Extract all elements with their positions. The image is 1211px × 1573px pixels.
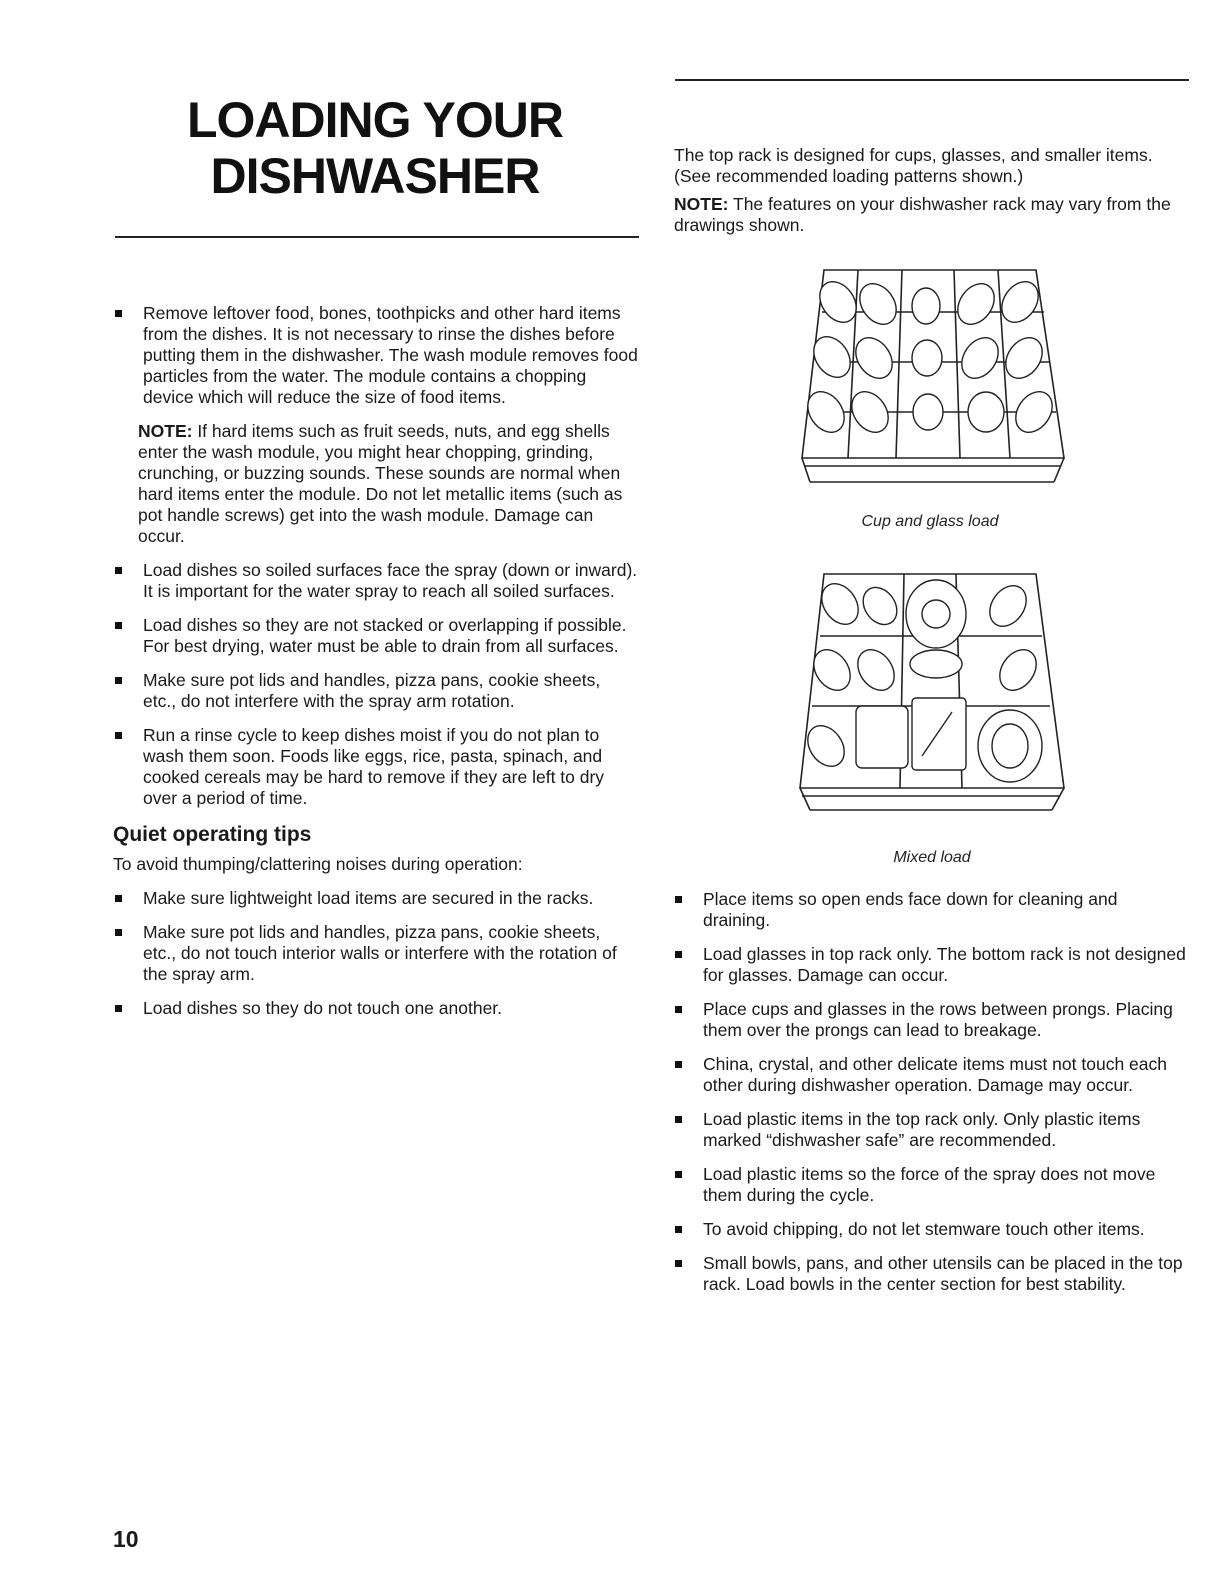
note-text: If hard items such as fruit seeds, nuts, and egg shells enter the wash module, you might hear chopping, grinding, crunching, or buzzing sounds. These sounds are normal when hard items enter the module. Do not let metallic items (such as pot handle screws) get into the wash module. Damage can occur. bbox=[138, 421, 623, 546]
square-bullet-icon bbox=[115, 567, 122, 574]
list-item-text: Place cups and glasses in the rows between prongs. Placing them over the prongs can lead to breakage. bbox=[703, 999, 1173, 1040]
mixed-items bbox=[800, 577, 1043, 782]
wash-module-note bbox=[138, 421, 638, 547]
list-item bbox=[673, 944, 1188, 986]
loading-tips-list-a bbox=[113, 303, 638, 408]
list-item bbox=[673, 1109, 1188, 1151]
square-bullet-icon bbox=[115, 895, 122, 902]
list-item bbox=[113, 670, 638, 712]
title-underline bbox=[115, 236, 639, 238]
list-item bbox=[113, 615, 638, 657]
list-item-text: Load dishes so they are not stacked or overlapping if possible. For best drying, water must be able to drain from all surfaces. bbox=[143, 615, 627, 656]
figure-caption-mixed-load: Mixed load bbox=[893, 849, 971, 866]
top-rack-loading-list bbox=[673, 889, 1188, 1295]
figure-caption-cup-and-glass: Cup and glass load bbox=[861, 513, 999, 530]
square-bullet-icon bbox=[115, 929, 122, 936]
top-rack-intro: The top rack is designed for cups, glasses, and smaller items. (See recommended loading patterns shown.) bbox=[674, 145, 1153, 186]
square-bullet-icon bbox=[115, 677, 122, 684]
rack-features-note bbox=[674, 194, 1189, 235]
square-bullet-icon bbox=[675, 1006, 682, 1013]
note-text: The features on your dishwasher rack may vary from the drawings shown. bbox=[674, 194, 1171, 235]
quiet-operating-intro: To avoid thumping/clattering noises during operation: bbox=[113, 854, 523, 874]
list-item-text: Small bowls, pans, and other utensils can be placed in the top rack. Load bowls in the center section for best stability. bbox=[703, 1253, 1183, 1294]
cups-and-glasses bbox=[800, 275, 1059, 439]
list-item bbox=[113, 560, 638, 602]
square-bullet-icon bbox=[675, 1061, 682, 1068]
right-column-intro bbox=[674, 145, 1189, 243]
list-item-text: Load plastic items so the force of the spray does not move them during the cycle. bbox=[703, 1164, 1156, 1205]
square-bullet-icon bbox=[115, 732, 122, 739]
list-item-text: Load dishes so they do not touch one another. bbox=[143, 998, 503, 1018]
page-title bbox=[140, 92, 610, 204]
list-item-text: Load glasses in top rack only. The bottom rack is not designed for glasses. Damage can occur. bbox=[703, 944, 1186, 985]
list-item bbox=[673, 1253, 1188, 1295]
list-item-text: Load plastic items in the top rack only. Only plastic items marked “dishwasher safe” are recommended. bbox=[703, 1109, 1141, 1150]
list-item-text: Make sure pot lids and handles, pizza pans, cookie sheets, etc., do not interfere with the spray arm rotation. bbox=[143, 670, 601, 711]
square-bullet-icon bbox=[675, 951, 682, 958]
square-bullet-icon bbox=[115, 622, 122, 629]
top-rack-loading-list-container bbox=[673, 889, 1188, 1308]
square-bullet-icon bbox=[675, 1226, 682, 1233]
list-item-text: Run a rinse cycle to keep dishes moist if you do not plan to wash them soon. Foods like eggs, rice, pasta, spinach, and cooked cereals may be hard to remove if they are left to dry over a period of time. bbox=[143, 725, 605, 808]
list-item-text: Load dishes so soiled surfaces face the spray (down or inward). It is important for the water spray to reach all soiled surfaces. bbox=[143, 560, 638, 601]
square-bullet-icon bbox=[115, 310, 122, 317]
list-item-text: Remove leftover food, bones, toothpicks and other hard items from the dishes. It is not necessary to rinse the dishes before putting them in the dishwasher. The wash module removes food particles from the water. The module contains a chopping device which will reduce the size of food items. bbox=[143, 303, 638, 407]
list-item-text: Make sure lightweight load items are secured in the racks. bbox=[143, 888, 594, 908]
quiet-operating-heading: Quiet operating tips bbox=[113, 823, 312, 846]
list-item bbox=[113, 922, 638, 985]
list-item bbox=[113, 725, 638, 809]
list-item bbox=[113, 998, 638, 1019]
list-item-text: Make sure pot lids and handles, pizza pans, cookie sheets, etc., do not touch interior walls or interfere with the rotation of the spray arm. bbox=[143, 922, 617, 984]
loading-tips-list-b bbox=[113, 560, 638, 809]
page-title-line-2: DISHWASHER bbox=[210, 148, 540, 204]
note-label: NOTE: bbox=[138, 421, 193, 441]
square-bullet-icon bbox=[675, 1116, 682, 1123]
square-bullet-icon bbox=[115, 1005, 122, 1012]
quiet-tips-list bbox=[113, 888, 638, 1019]
list-item bbox=[673, 1164, 1188, 1206]
list-item bbox=[673, 889, 1188, 931]
square-bullet-icon bbox=[675, 1260, 682, 1267]
cup-and-glass-load-illustration bbox=[798, 262, 1066, 490]
note-label: NOTE: bbox=[674, 194, 729, 214]
list-item-text: Place items so open ends face down for cleaning and draining. bbox=[703, 889, 1118, 930]
square-bullet-icon bbox=[675, 896, 682, 903]
right-column-top-rule bbox=[675, 79, 1189, 81]
list-item bbox=[113, 888, 638, 909]
list-item bbox=[673, 1219, 1188, 1240]
list-item bbox=[113, 303, 638, 408]
list-item bbox=[673, 1054, 1188, 1096]
list-item-text: China, crystal, and other delicate items must not touch each other during dishwasher operation. Damage may occur. bbox=[703, 1054, 1167, 1095]
square-bullet-icon bbox=[675, 1171, 682, 1178]
mixed-load-illustration bbox=[796, 566, 1066, 816]
page-title-line-1: LOADING YOUR bbox=[187, 92, 563, 148]
list-item-text: To avoid chipping, do not let stemware touch other items. bbox=[703, 1219, 1145, 1239]
left-column bbox=[113, 303, 638, 1032]
list-item bbox=[673, 999, 1188, 1041]
page-number: 10 bbox=[113, 1526, 139, 1552]
